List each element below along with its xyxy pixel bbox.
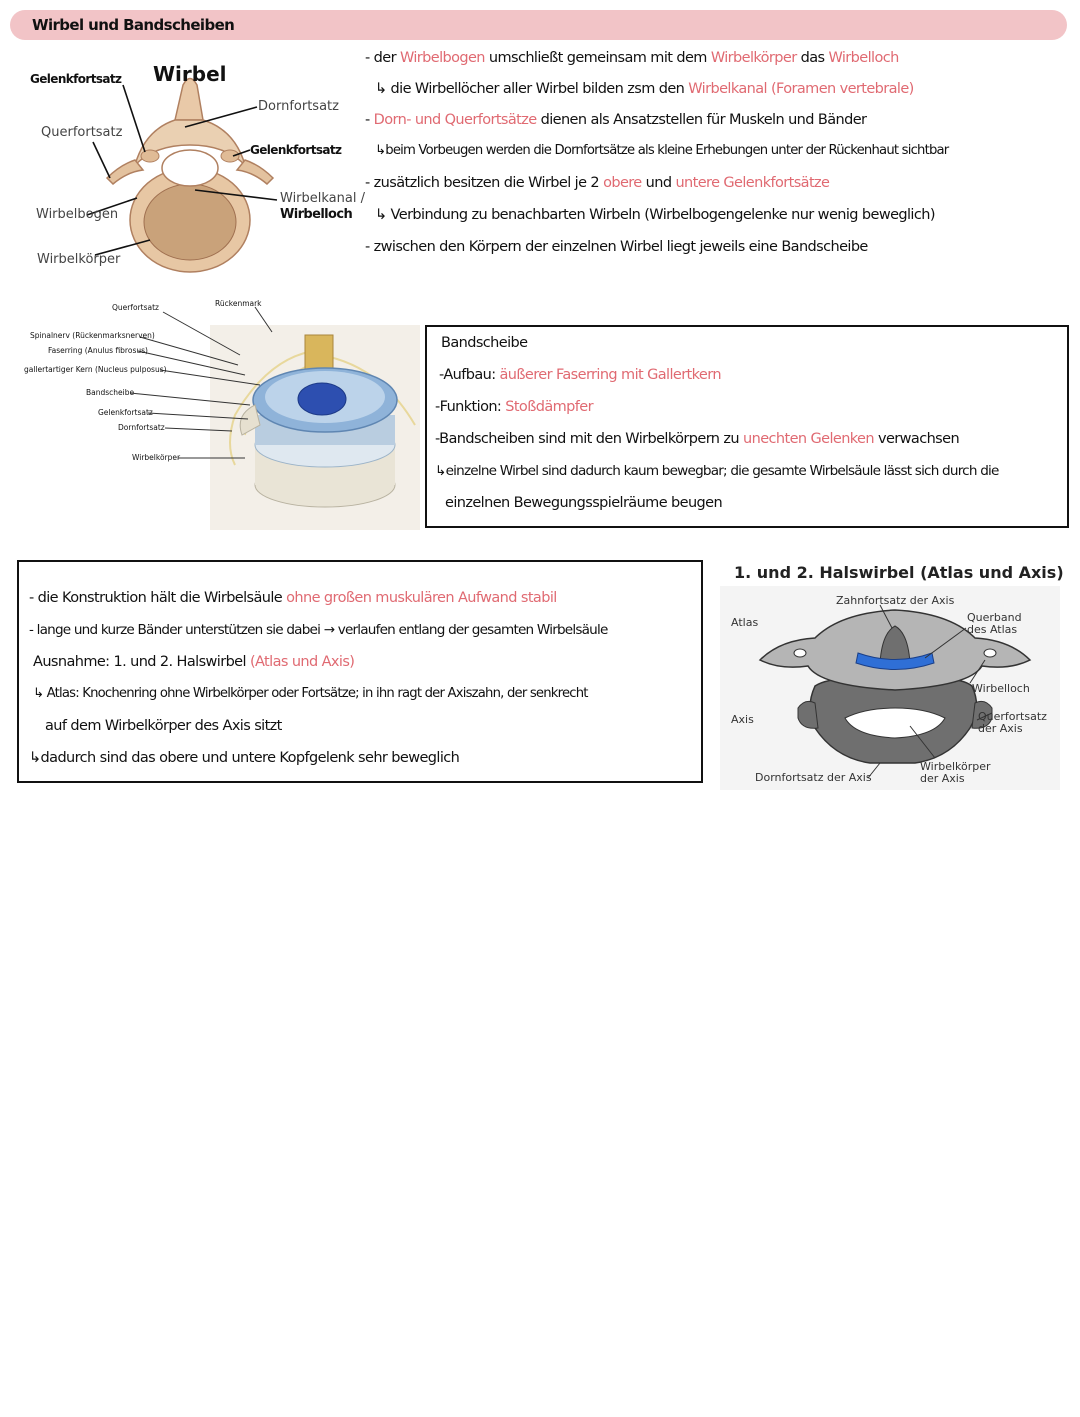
bandscheibe-title: Bandscheibe [441,335,528,351]
bandscheibe-box [425,325,1069,528]
note-line-7: - zwischen den Körpern der einzelnen Wirbel liegt jeweils eine Bandscheibe [365,239,868,255]
disc-label-bandscheibe: Bandscheibe [86,388,135,397]
label-wirbelkanal: Wirbelkanal / [280,191,365,206]
note-line-5: - zusätzlich besitzen die Wirbel je 2 obere und untere Gelenkfortsätze [365,175,830,191]
bandscheibe-line-5: einzelnen Bewegungsspielräume beugen [445,495,723,511]
disc-label-rueckenmark: Rückenmark [215,299,262,308]
atlas-axis-figure [720,558,1070,790]
atlas-label-zahnfortsatz: Zahnfortsatz der Axis [836,594,955,607]
label-dornfortsatz: Dornfortsatz [258,99,339,114]
disc-label-dornfortsatz: Dornfortsatz [118,423,165,432]
disc-label-spinalnerv: Spinalnerv (Rückenmarksnerven) [30,331,155,340]
atlas-label-dornfortsatz: Dornfortsatz der Axis [755,771,872,784]
label-gelenkfortsatz-left: Gelenkfortsatz [30,72,122,86]
atlas-figure-title: 1. und 2. Halswirbel (Atlas und Axis) [734,563,1064,582]
disc-label-gallertkern: gallertartiger Kern (Nucleus pulposus) [24,365,167,374]
note-line-2: ↳ die Wirbellöcher aller Wirbel bilden zsm den Wirbelkanal (Foramen vertebrale) [375,81,914,97]
bandscheibe-line-4: ↳einzelne Wirbel sind dadurch kaum bewegbar; die gesamte Wirbelsäule lässt sich durch die [435,463,999,479]
atlas-label-atlas: Atlas [731,616,759,629]
bandscheibe-line-3: -Bandscheiben sind mit den Wirbelkörpern zu unechten Gelenken verwachsen [435,431,960,447]
note-line-3: - Dorn- und Querfortsätze dienen als Ansatzstellen für Muskeln und Bänder [365,112,867,128]
disc-label-querfortsatz: Querfortsatz [112,303,159,312]
atlas-label-querband-2: des Atlas [967,623,1018,636]
label-querfortsatz: Querfortsatz [41,125,123,140]
disc-figure [20,295,420,530]
label-wirbelkoerper: Wirbelkörper [37,252,121,267]
bandscheibe-line-2: -Funktion: Stoßdämpfer [435,399,593,415]
wirbel-title: Wirbel [153,62,227,86]
construction-line-5: auf dem Wirbelkörper des Axis sitzt [45,718,282,734]
atlas-label-wirbelloch: Wirbelloch [972,682,1030,695]
atlas-label-querfortsatz-2: der Axis [978,722,1023,735]
disc-label-wirbelkoerper: Wirbelkörper [132,453,181,462]
construction-line-1: - die Konstruktion hält die Wirbelsäule ohne großen muskulären Aufwand stabil [29,590,557,606]
atlas-axis-illustration [720,558,1070,790]
atlas-label-wirbelkoerper-2: der Axis [920,772,965,785]
construction-line-3: Ausnahme: 1. und 2. Halswirbel (Atlas und Axis) [33,654,355,670]
note-line-4: ↳beim Vorbeugen werden die Dornfortsätze als kleine Erhebungen unter der Rückenhaut sichtbar [375,143,949,158]
disc-label-faserring: Faserring (Anulus fibrosus) [48,346,148,355]
note-line-1: - der Wirbelbogen umschließt gemeinsam mit dem Wirbelkörper das Wirbelloch [365,50,899,66]
construction-line-2: - lange und kurze Bänder unterstützen sie dabei → verlaufen entlang der gesamten Wirbelsäule [29,622,608,638]
bandscheibe-line-1: -Aufbau: äußerer Faserring mit Gallertkern [439,367,721,383]
note-line-6: ↳ Verbindung zu benachbarten Wirbeln (Wirbelbogengelenke nur wenig beweglich) [375,207,935,223]
construction-line-6: ↳dadurch sind das obere und untere Kopfgelenk sehr beweglich [29,750,460,766]
atlas-label-querfortsatz-1: Querfortsatz [978,710,1047,723]
atlas-label-querband-1: Querband [967,611,1022,624]
label-gelenkfortsatz-right: Gelenkfortsatz [250,143,342,157]
label-wirbelbogen: Wirbelbogen [36,207,119,222]
page-title: Wirbel und Bandscheiben [32,16,235,34]
label-wirbelloch: Wirbelloch [280,207,353,222]
wirbel-figure [25,50,365,290]
notes-top [365,50,1065,270]
atlas-label-wirbelkoerper-1: Wirbelkörper [920,760,991,773]
atlas-label-axis: Axis [731,713,754,726]
header-banner [10,10,1067,40]
disc-label-gelenkfortsatz: Gelenkfortsatz [98,408,153,417]
construction-line-4: ↳ Atlas: Knochenring ohne Wirbelkörper oder Fortsätze; in ihn ragt der Axiszahn, der senkrecht [33,686,588,701]
construction-box [17,560,703,783]
